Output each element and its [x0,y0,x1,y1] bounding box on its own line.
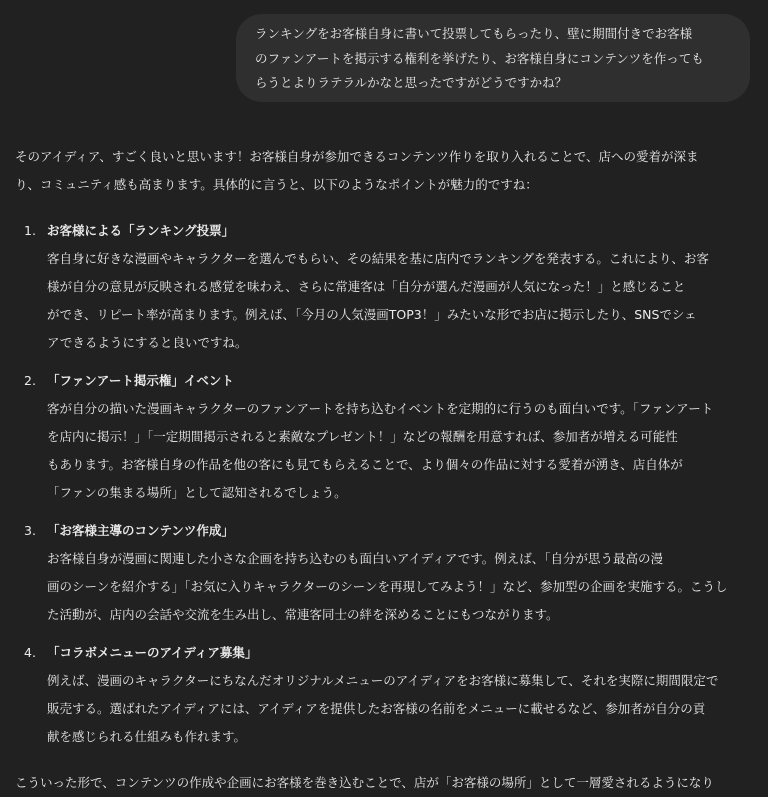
assistant-message [15,143,755,797]
text-line: ができ、リピート率が高まります。例えば、「今月の人気漫画TOP3！」みたいな形でお店に掲示したり、SNSでシェ [47,307,697,322]
item-number: 2. [24,373,36,388]
text-line: を店内に掲示！」「一定期間掲示されると素敵なプレゼント！」などの報酬を用意すれば、参加者が増える可能性 [47,429,678,444]
item-title: お客様による「ランキング投票」 [47,223,235,238]
text-line: 画のシーンを紹介する」「お気に入りキャラクターのシーンを再現してみよう！」など、参加型の企画を実施する。こうし [47,579,728,594]
list-item [15,217,755,357]
text-line: 客が自分の描いた漫画キャラクターのファンアートを持ち込むイベントを定期的に行うのも面白いです。「ファンアート [47,401,714,416]
text-line: 献を感じられる仕組みも作れます。 [47,729,247,744]
idea-list [15,217,755,751]
item-title: 「お客様主導のコンテンツ作成」 [47,523,234,538]
text-line: そのアイディア、すごく良いと思います！お客様自身が参加できるコンテンツ作りを取り入れることで、店への愛着が深ま [15,149,699,164]
text-line: アできるようにすると良いですね。 [47,335,248,350]
closing-paragraph [15,769,755,797]
user-message-line: のファンアートを掲示する権利を挙げたり、お客様自身にコンテンツを作っても [255,50,704,66]
text-line: 「ファンの集まる場所」として認知されるでしょう。 [47,485,347,500]
user-message-line: らうとよりラテラルかなと思ったですがどうですかね？ [255,75,568,90]
item-number: 3. [24,523,36,538]
text-line: こういった形で、コンテンツの作成や企画にお客様を巻き込むことで、店が「お客様の場所」として一層愛されるようになり [15,775,714,790]
user-message-bubble [236,14,750,102]
intro-paragraph [15,143,755,199]
item-title: 「ファンアート掲示権」イベント [47,373,234,388]
text-line: 販売する。選ばれたアイディアには、アイディアを提供したお客様の名前をメニューに載せるなど、参加者が自分の貢 [47,701,706,716]
text-line: り、コミュニティ感も高まります。具体的に言うと、以下のようなポイントが魅力的ですね： [15,177,538,192]
item-number: 1. [24,223,36,238]
text-line: もあります。お客様自身の作品を他の客にも見てもらえることで、より個々の作品に対する愛着が湧き、店自体が [47,457,683,472]
item-title: 「コラボメニューのアイディア募集」 [47,645,258,660]
text-line: た活動が、店内の会話や交流を生み出し、常連客同士の絆を深めることにもつながります。 [47,607,559,622]
list-item [15,367,755,507]
list-item [15,639,755,751]
text-line: 客自身に好きな漫画やキャラクターを選んでもらい、その結果を基に店内でランキングを発表する。これにより、お客 [47,251,709,266]
text-line: 例えば、漫画のキャラクターにちなんだオリジナルメニューのアイディアをお客様に募集して、それを実際に期間限定で [47,673,719,688]
item-number: 4. [24,645,36,660]
text-line: 様が自分の意見が反映される感覚を味わえ、さらに常連客は「自分が選んだ漫画が人気になった！」と感じること [47,279,686,294]
list-item [15,517,755,629]
user-message-line: ランキングをお客様自身に書いて投票してもらったり、壁に期間付きでお客様 [255,26,693,41]
text-line: お客様自身が漫画に関連した小さな企画を持ち込むのも面白いアイディアです。例えば、「自分が思う最高の漫 [47,551,664,566]
